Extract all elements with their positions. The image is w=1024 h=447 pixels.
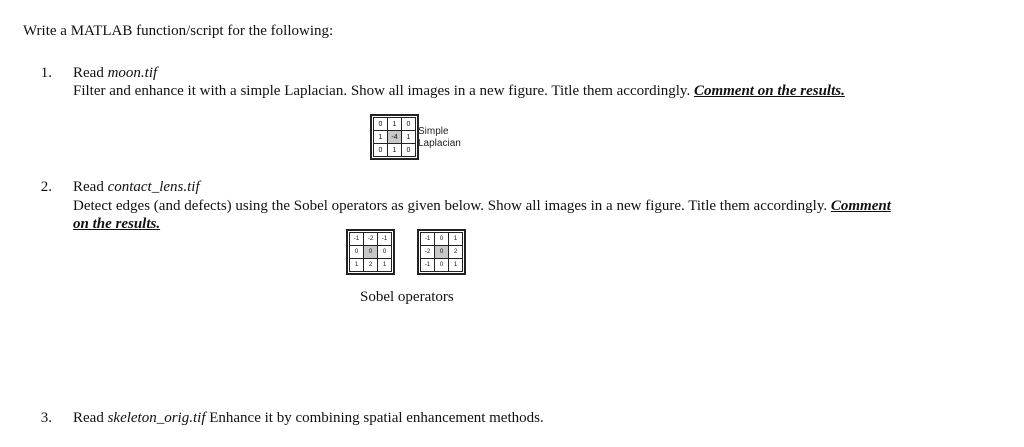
kernel-cell: 1 xyxy=(374,131,388,144)
read-label: Read xyxy=(73,410,108,426)
kernel-cell: 1 xyxy=(350,259,364,272)
comment-on-results-1: Comment on the results. xyxy=(693,83,845,99)
kernel-cell: 0 xyxy=(350,246,364,259)
item-1-number: 1. xyxy=(40,65,52,81)
kernel-cell: 1 xyxy=(449,233,463,246)
kernel-cell: -1 xyxy=(421,233,435,246)
kernel-cell: -2 xyxy=(421,246,435,259)
kernel-cell: 2 xyxy=(364,259,378,272)
item-1-instruction xyxy=(73,82,845,100)
laplacian-kernel-table xyxy=(373,117,416,157)
item-2-number: 2. xyxy=(40,179,52,195)
kernel-center-cell: -4 xyxy=(388,131,402,144)
kernel-cell: 0 xyxy=(402,144,416,157)
kernel-center-cell: 0 xyxy=(435,246,449,259)
item-1-read-line xyxy=(73,64,157,82)
filename-skeleton-orig: skeleton_orig.tif xyxy=(107,410,206,426)
kernel-center-cell: 0 xyxy=(364,246,378,259)
read-label: Read xyxy=(73,65,108,81)
instructions-header: Write a MATLAB function/script for the following: xyxy=(23,23,334,39)
item-2-text: Detect edges (and defects) using the Sobel operators as given below. Show all images in a new figure. Title them accordingly. xyxy=(73,198,831,214)
kernel-cell: 2 xyxy=(449,246,463,259)
sobel-kernel-frame xyxy=(346,229,395,275)
item-3-number: 3. xyxy=(40,410,52,426)
comment-on-results-2a: Comment xyxy=(830,198,891,214)
filename-contact-lens: contact_lens.tif xyxy=(107,179,200,195)
laplacian-kernel-frame xyxy=(370,114,419,160)
item-3-text: Enhance it by combining spatial enhancement methods. xyxy=(205,410,544,426)
kernel-cell: 1 xyxy=(388,144,402,157)
kernel-cell: -1 xyxy=(350,233,364,246)
kernel-cell: 1 xyxy=(378,259,392,272)
sobel-kernel-horizontal xyxy=(346,229,395,280)
item-2-read-line xyxy=(73,178,200,196)
kernel-cell: -1 xyxy=(378,233,392,246)
kernel-cell: 1 xyxy=(388,118,402,131)
laplacian-caption-line2: Laplacian xyxy=(418,138,461,149)
sobel-kernel-frame xyxy=(417,229,466,275)
item-3-instruction xyxy=(73,409,544,427)
sobel-caption: Sobel operators xyxy=(360,289,454,305)
kernel-cell: 1 xyxy=(402,131,416,144)
sobel-kernel-table xyxy=(420,232,463,272)
kernel-cell: -1 xyxy=(421,259,435,272)
kernel-cell: 0 xyxy=(435,233,449,246)
kernel-cell: 0 xyxy=(378,246,392,259)
kernel-cell: 0 xyxy=(402,118,416,131)
sobel-kernel-vertical xyxy=(417,229,466,280)
item-2-instruction xyxy=(73,197,891,215)
item-2-comment-continuation xyxy=(73,215,160,233)
sobel-kernel-table xyxy=(349,232,392,272)
kernel-cell: -2 xyxy=(364,233,378,246)
laplacian-caption-line1: Simple xyxy=(418,126,449,137)
laplacian-caption xyxy=(418,126,461,150)
item-1-text: Filter and enhance it with a simple Laplacian. Show all images in a new figure. Title them accordingly. xyxy=(73,83,694,99)
filename-moon: moon.tif xyxy=(107,65,158,81)
kernel-cell: 0 xyxy=(435,259,449,272)
laplacian-kernel xyxy=(370,114,419,165)
kernel-cell: 0 xyxy=(374,144,388,157)
kernel-cell: 0 xyxy=(374,118,388,131)
comment-on-results-2b: on the results. xyxy=(73,216,161,232)
read-label: Read xyxy=(73,179,108,195)
kernel-cell: 1 xyxy=(449,259,463,272)
